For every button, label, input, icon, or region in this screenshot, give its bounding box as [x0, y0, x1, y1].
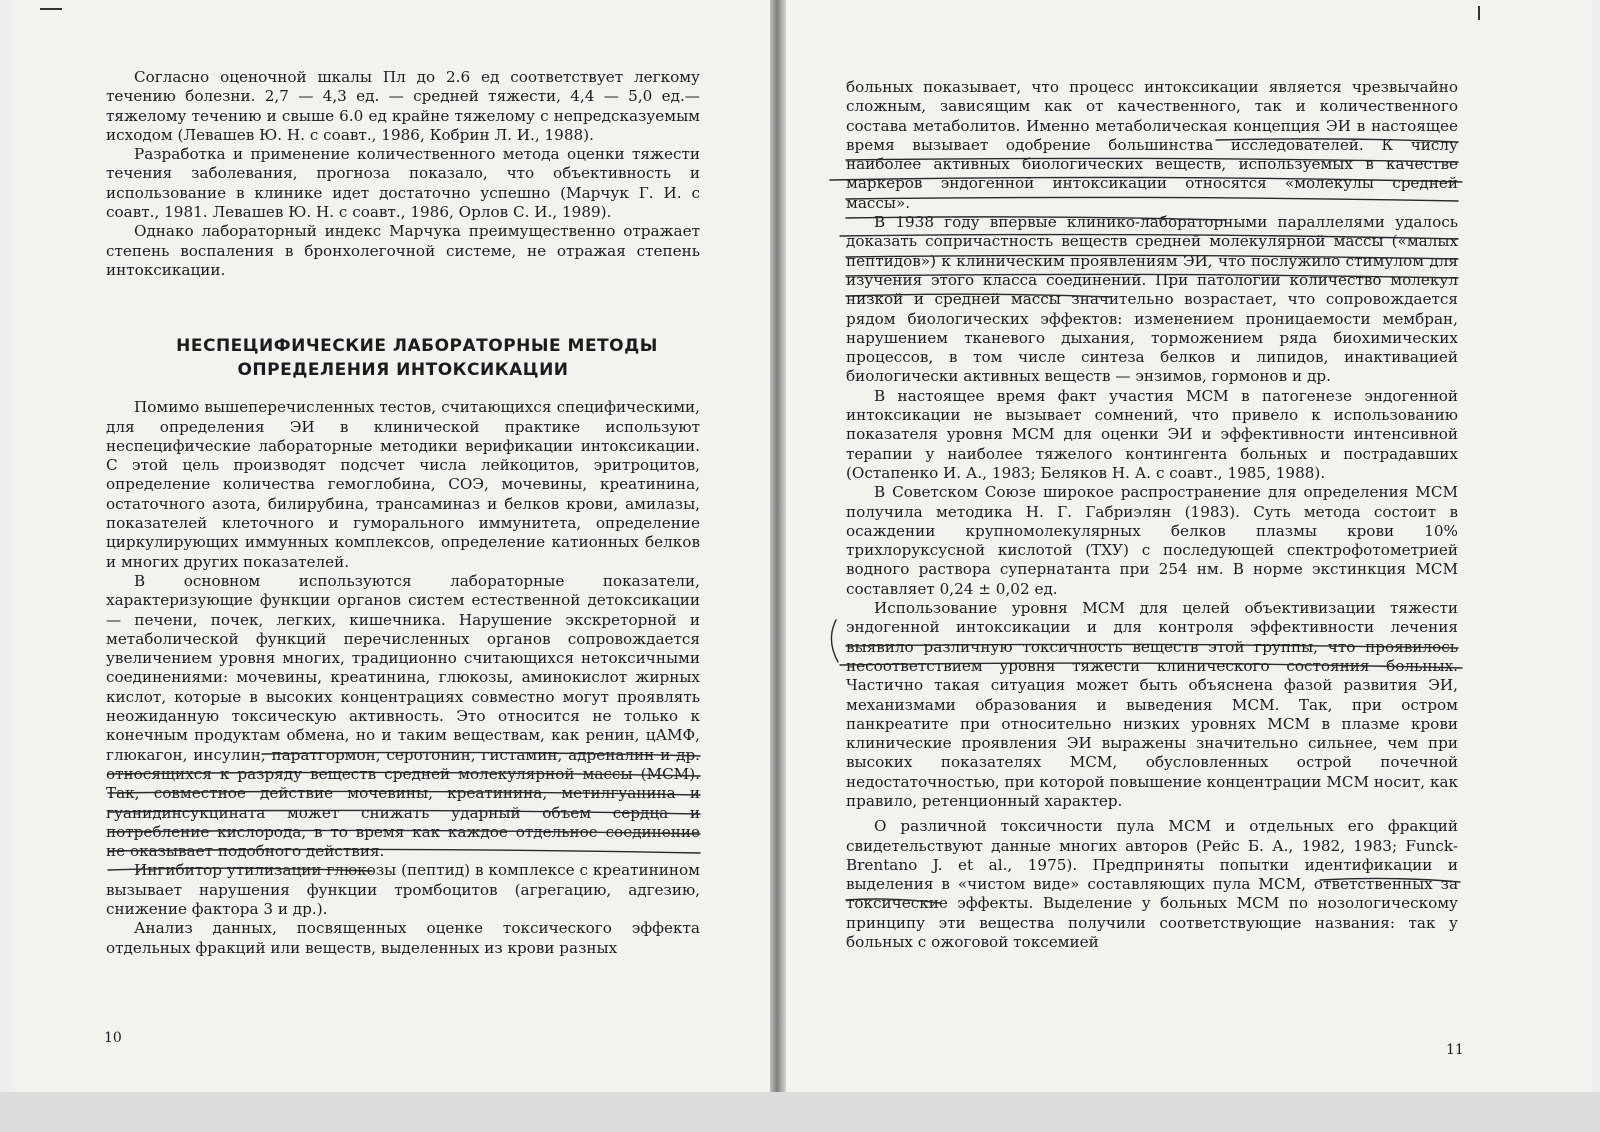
page-number-right: 11: [1446, 1042, 1464, 1058]
left-paragraph-7: Анализ данных, посвященных оценке токсического эффекта отдельных фракций или веществ, выделенных из крови разных: [106, 919, 700, 957]
right-paragraph-4: В Советском Союзе широкое распространение для определения МСМ получила методика Н. Г. Габриэлян (1983). Суть метода состоит в осаждении крупномолекулярных белков плазмы крови 10% трихлоруксусной кислотой (ТХУ) с последующей спектрофотометрией водного раствора супернатанта при 254 нм. В норме экстинкция МСМ составляет 0,24 ± 0,02 ед.: [846, 483, 1458, 598]
right-page-text: [846, 78, 1458, 952]
left-paragraph-2: Разработка и применение количественного метода оценки тяжести течения заболевания, прогноза показало, что объективность и использование в клинике идет достаточно успешно (Марчук Г. И. с соавт., 1981. Левашев Ю. Н. с соавт., 1986, Орлов С. И., 1989).: [106, 145, 700, 222]
scan-mark-dash: [40, 8, 62, 10]
page-number-left: 10: [104, 1030, 122, 1046]
right-paragraph-1: больных показывает, что процесс интоксикации является чрезвычайно сложным, зависящим как от качественного, так и количественного состава метаболитов. Именно метаболическая концепция ЭИ в настоящее время вызывает одобрение большинства исследователей. К числу наиболее активных биологических веществ, используемых в качестве маркеров эндогенной интоксикации относятся «молекулы средней массы».: [846, 78, 1458, 212]
right-paragraph-5: Использование уровня МСМ для целей объективизации тяжести эндогенной интоксикации и для контроля эффективности лечения выявило различную токсичность веществ этой группы, что проявилось несоответствием уровня тяжести клинического состояния больных. Частично такая ситуация может быть объяснена фазой развития ЭИ, механизмами образования и выведения МСМ. Так, при остром панкреатите при относительно низких уровнях МСМ в плазме крови клинические проявления ЭИ выражены значительно сильнее, чем при высоких показателях МСМ, обусловленных острой почечной недостаточностью, при которой повышение концентрации МСМ носит, как правило, ретенционный характер.: [846, 599, 1458, 810]
scan-bottom-strip: [0, 1092, 1600, 1132]
left-paragraph-5: В основном используются лабораторные показатели, характеризующие функции органов систем естественной детоксикации — печени, почек, легких, кишечника. Нарушение экскреторной и метаболической функций перечисленных органов сопровождается увеличением уровня многих, традиционно считающихся нетоксичными соединениями: мочевины, креатинина, глюкозы, аминокислот жирных кислот, которые в высоких концентрациях совместно могут проявлять неожиданную токсическую активность. Это относится не только к конечным продуктам обмена, но и таким веществам, как ренин, цАМФ, глюкагон, инсулин, паратгормон, серотонин, гистамин, адреналин и др. относящихся к разряду веществ средней молекулярной массы (МСМ). Так, совместное действие мочевины, креатинина, метилгуанина и гуанидинсукцината может снижать ударный объем сердца и потребление кислорода, в то время как каждое отдельное соединение не оказывает подобного действия.: [106, 571, 700, 861]
left-paragraph-4: Помимо вышеперечисленных тестов, считающихся специфическими, для определения ЭИ в клинической практике используют неспецифические лабораторные методики верификации интоксикации. С этой цель производят подсчет числа лейкоцитов, эритроцитов, определение количества гемоглобина, СОЭ, мочевины, креатинина, остаточного азота, билирубина, трансаминаз и белков крови, амилазы, показателей клеточного и гуморального иммунитета, определение циркулирующих иммунных комплексов, определение катионных белков и многих других показателей.: [106, 398, 700, 571]
left-paragraph-1: Согласно оценочной шкалы Пл до 2.6 ед соответствует легкому течению болезни. 2,7 — 4,3 ед. — средней тяжести, 4,4 — 5,0 ед.— тяжелому течению и свыше 6.0 ед крайне тяжелому с непредсказуемым исходом (Левашев Ю. Н. с соавт., 1986, Кобрин Л. И., 1988).: [106, 68, 700, 144]
right-paragraph-2: В 1938 году впервые клинико-лабораторными параллелями удалось доказать сопричастность веществ средней молекулярной массы («малых пептидов») к клиническим проявлениям ЭИ, что послужило стимулом для изучения этого класса соединений. При патологии количество молекул низкой и средней массы значительно возрастает, что сопровождается рядом биологических эффектов: изменением проницаемости мембран, нарушением тканевого дыхания, торможением ряда биохимических процессов, в том числе синтеза белков и липидов, инактивацией биологически активных веществ — энзимов, гормонов и др.: [846, 213, 1458, 386]
section-heading: [106, 334, 700, 382]
right-paragraph-3: В настоящее время факт участия МСМ в патогенезе эндогенной интоксикации не вызывает сомнений, что привело к использованию показателя уровня МСМ для оценки ЭИ и эффективности интенсивной терапии у наиболее тяжелого контингента больных и пострадавших (Остапенко И. А., 1983; Беляков Н. А. с соавт., 1985, 1988).: [846, 386, 1458, 482]
left-paragraph-6: Ингибитор утилизации глюкозы (пептид) в комплексе с креатинином вызывает нарушения функции тромбоцитов (агрегацию, адгезию, снижение фактора 3 и др.).: [106, 861, 700, 918]
right-paragraph-6: О различной токсичности пула МСМ и отдельных его фракций свидетельствуют данные многих авторов (Рейс Б. А., 1982, 1983; Funck-Brentano J. et al., 1975). Предприняты попытки идентификации и выделения в «чистом виде» составляющих пула МСМ, ответственных за токсические эффекты. Выделение у больных МСМ по нозологическому принципу эти вещества получили соответствующие названия: так у больных с ожоговой токсемией: [846, 817, 1458, 952]
left-page-text: [106, 68, 700, 958]
section-heading-line-1: НЕСПЕЦИФИЧЕСКИЕ ЛАБОРАТОРНЫЕ МЕТОДЫ: [176, 336, 658, 357]
left-paragraph-3: Однако лабораторный индекс Марчука преимущественно отражает степень воспаления в бронхолегочной системе, не отражая степень интоксикации.: [106, 222, 700, 279]
section-heading-line-2: ОПРЕДЕЛЕНИЯ ИНТОКСИКАЦИИ: [237, 360, 569, 381]
scan-mark-tick: [1478, 6, 1480, 20]
book-gutter: [770, 0, 786, 1092]
